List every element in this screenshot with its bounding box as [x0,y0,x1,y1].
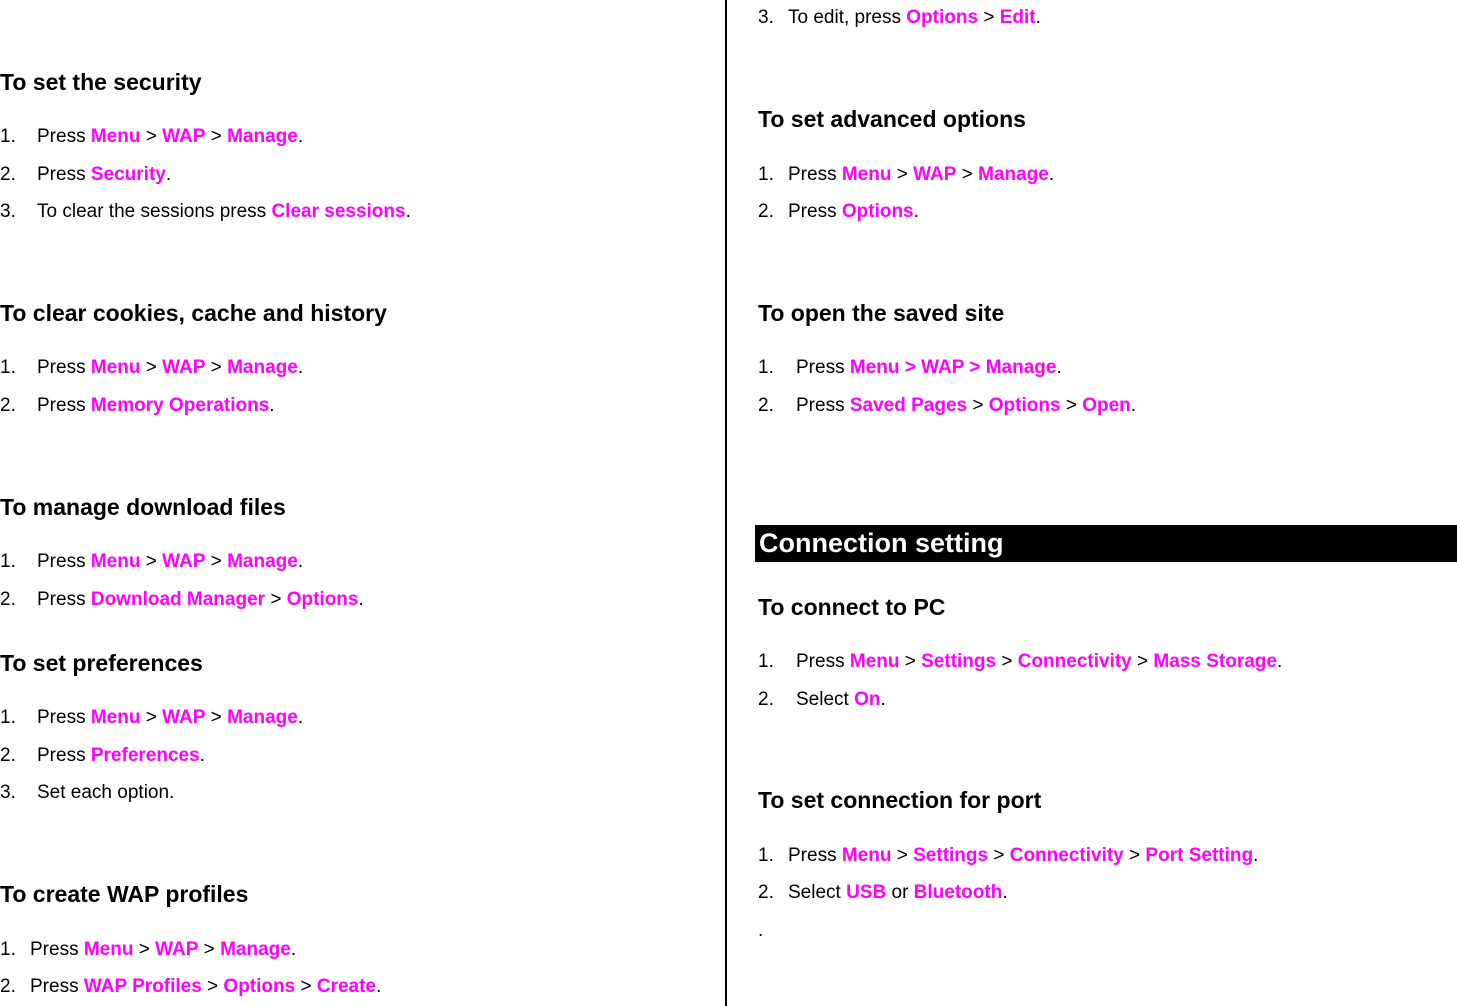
step-text: > [140,707,163,728]
step-text: . [1056,357,1062,378]
step-profiles-2 [0,976,381,998]
step-number: 2. [0,976,16,997]
step-text: . [1035,7,1041,28]
step-text: Press [788,845,842,866]
step-text: . [297,126,304,147]
step-downloads-1 [0,551,303,573]
menu-keyword: Options [841,201,914,222]
menu-keyword: USB [846,882,887,903]
step-text: > [956,164,979,185]
menu-keyword: WAP [162,707,206,728]
step-text: > [265,589,287,610]
menu-keyword: WAP [913,164,957,185]
step-text: . [358,589,364,610]
step-number: 1. [0,551,16,572]
menu-keyword: WAP [162,357,206,378]
menu-keyword: WAP [155,939,199,960]
step-text: Press [37,395,91,416]
heading-create-wap-profiles: To create WAP profiles [0,881,249,907]
menu-keyword: Options [988,395,1061,416]
heading-set-preferences: To set preferences [0,650,203,676]
step-number: 3. [0,201,16,222]
step-security-2 [0,164,171,186]
menu-keyword: Manage [227,707,298,728]
menu-keyword: Menu [90,357,141,378]
menu-keyword: Create [316,976,377,997]
menu-keyword: Menu [90,551,141,572]
step-text: Press [30,939,84,960]
step-text: > [205,551,228,572]
step-text: Press [796,357,850,378]
step-text: > [891,845,914,866]
step-text: . [297,357,304,378]
heading-clear-cookies: To clear cookies, cache and history [0,300,387,326]
section-banner-connection-setting: Connection setting [755,525,1457,562]
menu-keyword: Security [90,164,166,185]
step-text: . [376,976,382,997]
menu-keyword: Open [1082,395,1131,416]
step-text: . [199,745,205,766]
heading-open-saved-site: To open the saved site [758,300,1005,326]
step-text: > [996,651,1018,672]
step-text: . [297,551,304,572]
step-text: . [1130,395,1137,416]
step-text: > [967,395,989,416]
step-pc-1 [758,651,1282,673]
step-text: > [205,126,228,147]
menu-keyword: Options [223,976,296,997]
step-text: To clear the sessions press [37,201,272,222]
step-number: 2. [0,395,16,416]
heading-advanced-options: To set advanced options [758,106,1026,132]
step-text: > [891,164,914,185]
menu-keyword: Manage [227,551,298,572]
step-text: > [201,976,224,997]
menu-keyword: Menu > WAP > Manage [849,357,1057,378]
menu-keyword: Menu [83,939,134,960]
step-number: 1. [758,164,774,185]
menu-keyword: Port Setting [1145,845,1254,866]
step-text: > [133,939,156,960]
step-text: Select [788,882,847,903]
step-text: Press [796,651,850,672]
menu-keyword: Menu [90,126,141,147]
menu-keyword: Menu [841,845,892,866]
menu-keyword: Settings [913,845,989,866]
step-pc-2 [758,689,886,711]
step-text: Set each option. [37,782,175,803]
step-security-3 [0,201,411,223]
step-text: . [405,201,411,222]
menu-keyword: WAP [162,551,206,572]
step-text: Press [37,707,91,728]
menu-keyword: Options [906,7,979,28]
menu-keyword: Connectivity [1017,651,1132,672]
heading-set-security: To set the security [0,69,202,95]
step-text: Press [37,589,91,610]
heading-manage-downloads: To manage download files [0,494,286,520]
step-preferences-1 [0,707,303,729]
step-text: > [295,976,317,997]
menu-keyword: Bluetooth [913,882,1003,903]
step-text: . [880,689,886,710]
step-text: Select [796,689,855,710]
step-text: > [1131,651,1154,672]
step-number: 1. [758,651,774,672]
step-text: . [297,707,304,728]
step-text: > [140,357,163,378]
step-text: > [205,707,228,728]
step-text: . [1253,845,1259,866]
menu-keyword: Connectivity [1009,845,1124,866]
step-preferences-3 [0,782,174,804]
step-text: or [886,882,914,903]
step-text: . [1002,882,1008,903]
step-saved-2 [758,395,1136,417]
step-text: > [988,845,1010,866]
step-number: 3. [0,782,16,803]
step-text: . [913,201,919,222]
menu-keyword: Saved Pages [849,395,968,416]
step-number: 1. [758,357,774,378]
step-text: > [140,126,163,147]
step-number: 2. [0,745,16,766]
menu-keyword: Mass Storage [1153,651,1277,672]
step-cookies-2 [0,395,275,417]
menu-keyword: Manage [978,164,1049,185]
step-text: > [140,551,163,572]
step-number: 2. [0,164,16,185]
step-text: . [290,939,297,960]
menu-keyword: WAP Profiles [83,976,202,997]
step-downloads-2 [0,589,364,611]
step-text: To edit, press [788,7,907,28]
step-security-1 [0,126,303,148]
menu-keyword: Menu [90,707,141,728]
heading-connect-to-pc: To connect to PC [758,594,946,620]
step-port-2 [758,882,1008,904]
step-number: 1. [0,939,16,960]
menu-keyword: Menu [841,164,892,185]
step-text: . [1276,651,1283,672]
menu-keyword: Preferences [90,745,200,766]
step-text: > [899,651,922,672]
menu-keyword: On [854,689,881,710]
trailing-period: . [758,920,764,941]
step-saved-1 [758,357,1062,379]
column-divider [725,0,727,1006]
step-number: 2. [758,395,774,416]
step-text: Press [788,164,842,185]
step-advanced-2 [758,201,919,223]
step-number: 1. [0,707,16,728]
step-advanced-1 [758,164,1054,186]
step-text: Press [30,976,84,997]
menu-keyword: Edit [999,7,1036,28]
step-number: 3. [758,7,774,28]
step-text: . [269,395,275,416]
step-text: Press [37,126,91,147]
step-port-1 [758,845,1258,867]
step-number: 1. [0,357,16,378]
menu-keyword: Menu [849,651,900,672]
step-text: Press [37,745,91,766]
heading-connection-port: To set connection for port [758,787,1042,813]
step-text: . [1048,164,1055,185]
menu-keyword: Manage [220,939,291,960]
step-text: > [1060,395,1083,416]
menu-keyword: WAP [162,126,206,147]
step-number: 1. [0,126,16,147]
step-number: 2. [758,882,774,903]
step-preferences-2 [0,745,205,767]
step-text: > [978,7,1000,28]
step-profiles-1 [0,939,296,961]
step-text: > [1123,845,1146,866]
menu-keyword: Clear sessions [271,201,406,222]
step-number: 2. [758,201,774,222]
menu-keyword: Manage [227,357,298,378]
step-number: 2. [758,689,774,710]
step-text: Press [37,164,91,185]
step-text: Press [37,357,91,378]
step-text: . [165,164,172,185]
step-number: 1. [758,845,774,866]
step-number: 2. [0,589,16,610]
menu-keyword: Manage [227,126,298,147]
menu-keyword: Settings [921,651,997,672]
step-text: Press [796,395,850,416]
step-edit-3 [758,7,1041,29]
step-cookies-1 [0,357,303,379]
step-text: Press [37,551,91,572]
menu-keyword: Memory Operations [90,395,270,416]
step-text: Press [788,201,842,222]
menu-keyword: Download Manager [90,589,266,610]
step-text: > [205,357,228,378]
step-text: > [198,939,221,960]
menu-keyword: Options [286,589,359,610]
